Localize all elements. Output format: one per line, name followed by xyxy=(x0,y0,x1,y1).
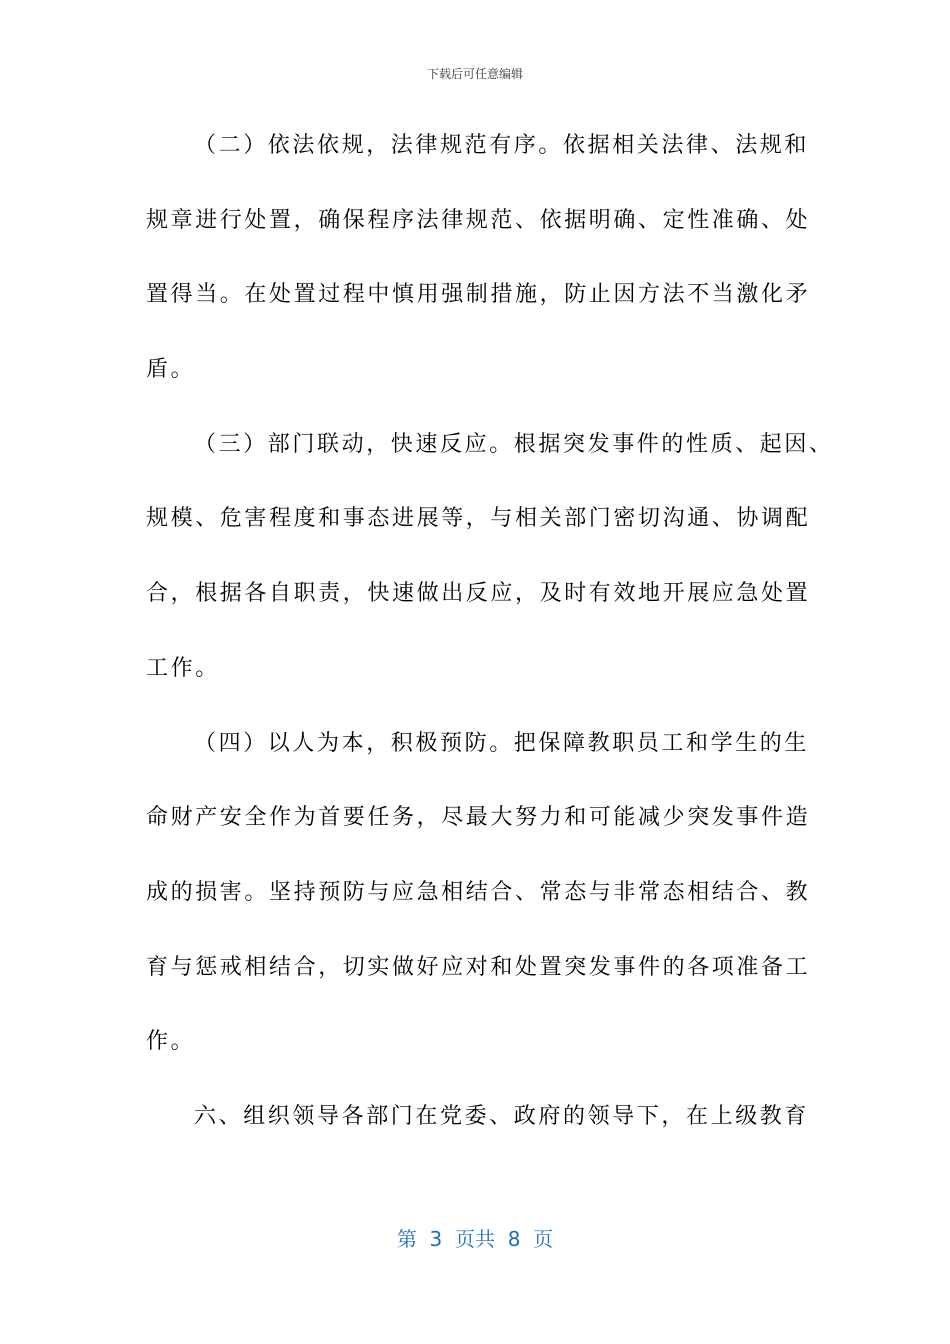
paragraph-line: （三）部门联动，快速反应。根据突发事件的性质、起因、 xyxy=(194,431,834,457)
paragraph-line: 成的损害。坚持预防与应急相结合、常态与非常态相结合、教 xyxy=(146,879,811,905)
paragraph-line: 合，根据各自职责，快速做出反应，及时有效地开展应急处置 xyxy=(146,581,811,607)
page-header: 下载后可任意编辑 xyxy=(426,67,523,81)
paragraph-line: 规模、危害程度和事态进展等，与相关部门密切沟通、协调配 xyxy=(146,506,811,532)
paragraph-line: 作。 xyxy=(146,1029,196,1055)
paragraph-line: 盾。 xyxy=(146,357,196,383)
paragraph-line: （二）依法依规，法律规范有序。依据相关法律、法规和 xyxy=(194,133,810,158)
paragraph-line: 育与惩戒相结合，切实做好应对和处置突发事件的各项准备工 xyxy=(146,954,811,980)
paragraph-line: 置得当。在处置过程中慎用强制措施，防止因方法不当激化矛 xyxy=(146,282,811,308)
paragraph-line: 工作。 xyxy=(146,655,220,681)
paragraph-line: 规章进行处置，确保程序法律规范、依据明确、定性准确、处 xyxy=(146,207,811,233)
paragraph-line: 命财产安全作为首要任务，尽最大努力和可能减少突发事件造 xyxy=(146,805,811,831)
page-footer: 第 3 页共 8 页 xyxy=(396,1227,554,1251)
paragraph-line: （四）以人为本，积极预防。把保障教职员工和学生的生 xyxy=(194,730,810,756)
document-body xyxy=(146,126,834,1172)
paragraph-line: 六、组织领导各部门在党委、政府的领导下，在上级教育 xyxy=(194,1103,810,1129)
